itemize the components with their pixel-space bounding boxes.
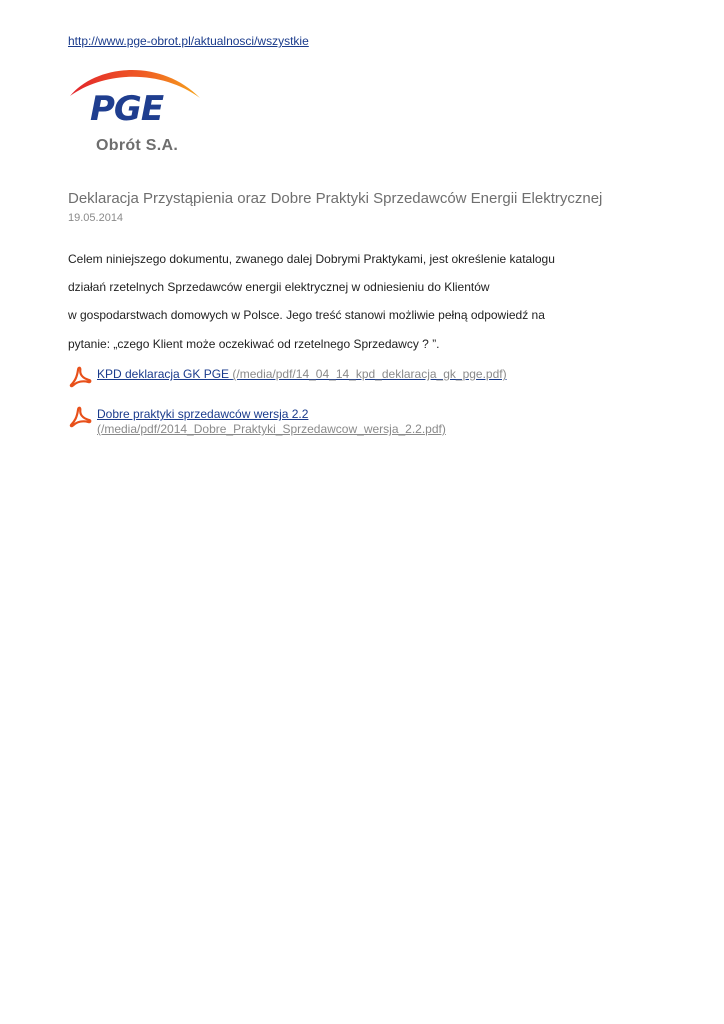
attachment-path-link[interactable]: (/media/pdf/2014_Dobre_Praktyki_Sprzedawcow_wersja_2.2.pdf)	[97, 422, 446, 436]
article-title: Deklaracja Przystąpienia oraz Dobre Praktyki Sprzedawców Energii Elektrycznej	[68, 190, 603, 207]
source-url-link[interactable]: http://www.pge-obrot.pl/aktualnosci/wszystkie	[68, 34, 309, 48]
attachment-label: KPD deklaracja GK PGE	[97, 367, 230, 381]
pge-logo-graphic	[66, 60, 206, 130]
paragraph-line: Celem niniejszego dokumentu, zwanego dalej Dobrymi Praktykami, jest określenie katalogu	[68, 252, 555, 266]
attachment-item	[68, 364, 568, 392]
attachment-link[interactable]	[97, 367, 507, 381]
paragraph-line: działań rzetelnych Sprzedawców energii elektrycznej w odniesieniu do Klientów	[68, 280, 490, 294]
pdf-icon	[68, 364, 92, 388]
pdf-icon	[68, 404, 92, 428]
logo-subtitle: Obrót S.A.	[96, 137, 179, 154]
article-date: 19.05.2014	[68, 212, 124, 224]
svg-text:PGE: PGE	[90, 89, 164, 129]
paragraph-line: w gospodarstwach domowych w Polsce. Jego treść stanowi możliwie pełną odpowiedź na	[68, 308, 545, 322]
attachment-link[interactable]	[97, 407, 308, 421]
paragraph-line: pytanie: „czego Klient może oczekiwać od rzetelnego Sprzedawcy ? ”.	[68, 337, 440, 351]
attachment-label: Dobre praktyki sprzedawców wersja 2.2	[97, 407, 309, 421]
attachment-item	[68, 404, 568, 438]
attachment-path: (/media/pdf/14_04_14_kpd_deklaracja_gk_pge.pdf)	[232, 367, 507, 381]
